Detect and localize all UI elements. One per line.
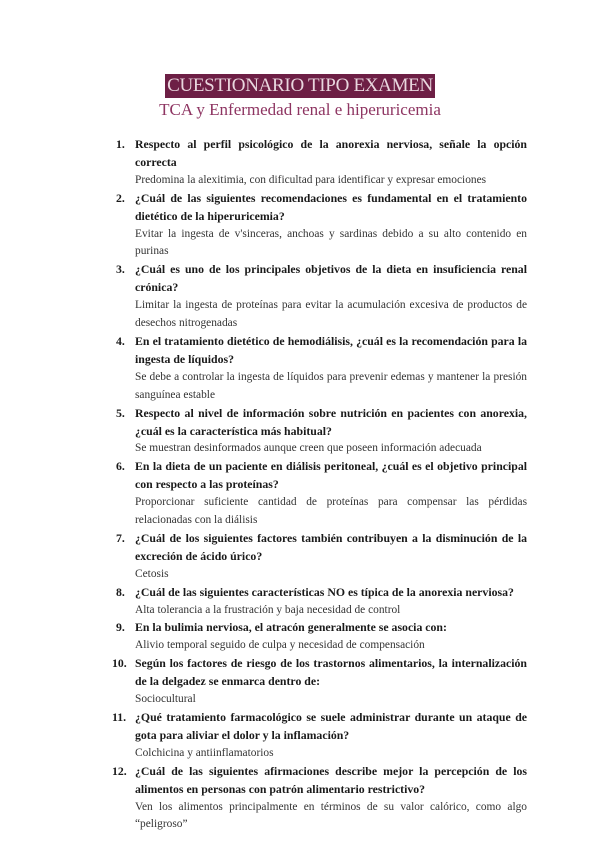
- question-item: [112, 763, 527, 835]
- answer-text: Se debe a controlar la ingesta de líquidos para prevenir edemas y mantener la presión sanguínea estable: [135, 370, 527, 401]
- question-item: [116, 619, 527, 655]
- answer-text: Se muestran desinformados aunque creen que poseen información adecuada: [135, 442, 482, 455]
- answer-text: Evitar la ingesta de v'sinceras, anchoas y sardinas debido a su alto contenido en purinas: [135, 227, 527, 258]
- question-item: [116, 405, 527, 459]
- question-text: En el tratamiento dietético de hemodiálisis, ¿cuál es la recomendación para la ingesta de líquidos?: [135, 333, 527, 366]
- question-text: ¿Cuál es uno de los principales objetivos de la dieta en insuficiencia renal crónica?: [135, 262, 527, 295]
- question-number: 7.: [116, 530, 125, 545]
- question-number: 9.: [116, 620, 125, 635]
- question-item: [116, 530, 527, 584]
- question-item: [116, 136, 527, 190]
- question-text: ¿Cuál de los siguientes factores también contribuyen a la disminución de la excreción de ácido úrico?: [135, 530, 527, 563]
- question-number: 6.: [116, 459, 125, 474]
- question-item: [116, 190, 527, 262]
- question-number: 10.: [112, 656, 127, 671]
- question-item: [116, 333, 527, 405]
- question-number: 2.: [116, 190, 125, 205]
- question-list: [112, 136, 527, 834]
- question-text: ¿Cuál de las siguientes afirmaciones describe mejor la percepción de los alimentos en personas con patrón alimentario restrictivo?: [135, 763, 527, 796]
- page-title: CUESTIONARIO TIPO EXAMEN: [167, 75, 433, 96]
- question-number: 11.: [112, 710, 127, 724]
- question-item: [116, 584, 527, 620]
- question-text: Respecto al nivel de información sobre nutrición en pacientes con anorexia, ¿cuál es la característica más habitual?: [135, 405, 527, 438]
- question-text: ¿Qué tratamiento farmacológico se suele administrar durante un ataque de gota para aliviar el dolor y la inflamación?: [135, 710, 527, 742]
- question-item: [112, 709, 527, 763]
- question-text: ¿Cuál de las siguientes recomendaciones es fundamental en el tratamiento dietético de la hiperuricemia?: [135, 190, 527, 223]
- question-text: Respecto al perfil psicológico de la anorexia nerviosa, señale la opción correcta: [135, 137, 527, 169]
- page-subtitle: TCA y Enfermedad renal e hiperuricemia: [159, 100, 441, 119]
- question-number: 5.: [116, 405, 125, 420]
- answer-text: Colchicina y antiinflamatorios: [135, 746, 274, 759]
- answer-text: Cetosis: [135, 567, 169, 580]
- question-text: ¿Cuál de las siguientes características NO es típica de la anorexia nerviosa?: [135, 584, 514, 599]
- answer-text: Alivio temporal seguido de culpa y necesidad de compensación: [135, 639, 425, 652]
- answer-text: Limitar la ingesta de proteínas para evitar la acumulación excesiva de productos de desechos nitrogenadas: [135, 299, 527, 330]
- question-number: 8.: [116, 584, 125, 599]
- question-text: En la bulimia nerviosa, el atracón generalmente se asocia con:: [135, 620, 447, 635]
- answer-text: Ven los alimentos principalmente en términos de su valor calórico, como algo “peligroso”: [135, 800, 527, 831]
- title-wrap: [0, 74, 600, 98]
- answer-text: Predomina la alexitimia, con dificultad para identificar y expresar emociones: [135, 173, 487, 186]
- question-text: En la dieta de un paciente en diálisis peritoneal, ¿cuál es el objetivo principal con respecto a las proteínas?: [135, 459, 527, 492]
- question-number: 4.: [116, 333, 125, 348]
- answer-text: Sociocultural: [135, 693, 196, 706]
- question-item: [116, 458, 527, 530]
- question-number: 12.: [112, 763, 127, 778]
- question-number: 1.: [116, 137, 125, 151]
- answer-text: Proporcionar suficiente cantidad de proteínas para compensar las pérdidas relacionadas con la diálisis: [135, 496, 527, 527]
- question-item: [116, 261, 527, 333]
- question-item: [112, 655, 527, 709]
- question-text: Según los factores de riesgo de los trastornos alimentarios, la internalización de la delgadez se enmarca dentro de:: [135, 656, 527, 689]
- question-number: 3.: [116, 262, 125, 277]
- answer-text: Alta tolerancia a la frustración y baja necesidad de control: [135, 603, 401, 616]
